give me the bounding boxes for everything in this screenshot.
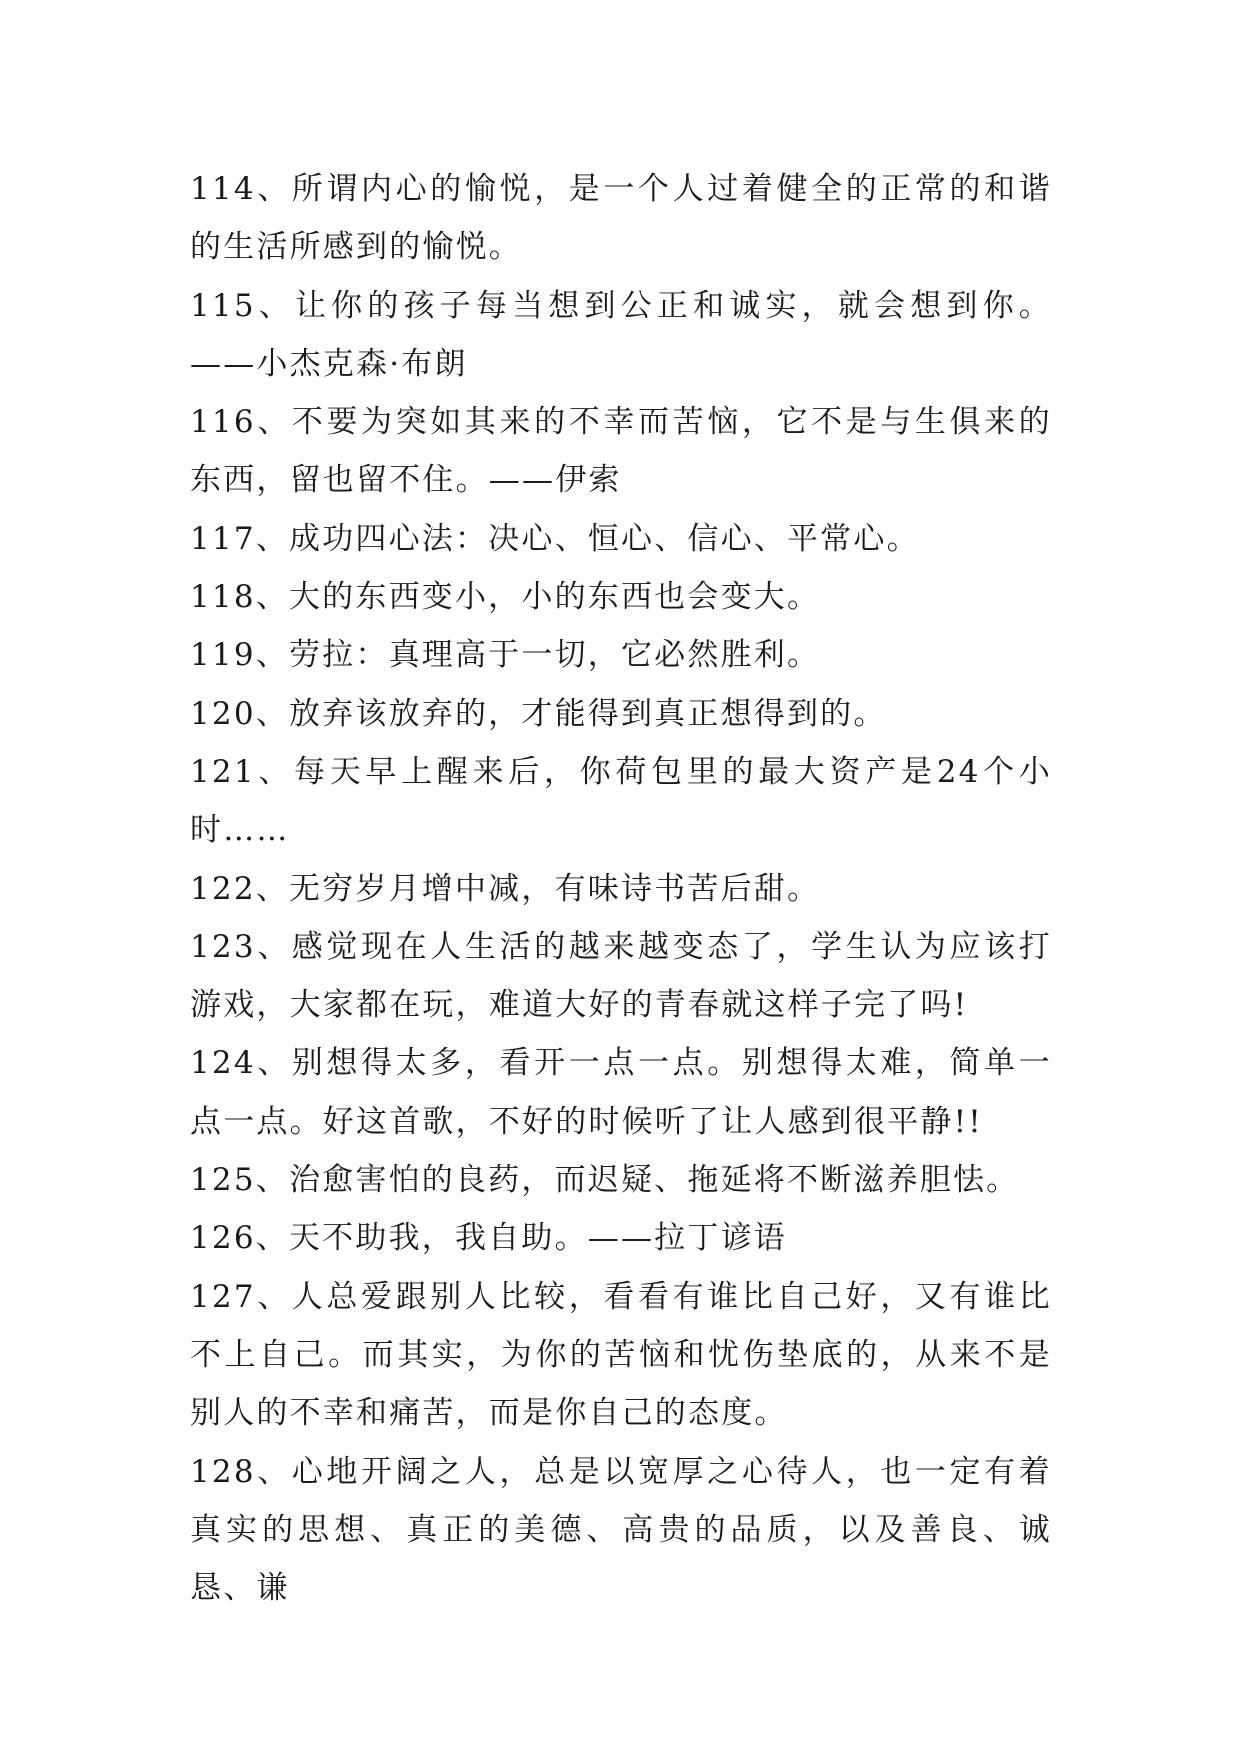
quote-122: 122、无穷岁月增中减，有味诗书苦后甜。: [190, 870, 821, 907]
quote-116: 116、不要为突如其来的不幸而苦恼，它不是与生俱来的东西，留也留不住。——伊索: [190, 404, 1052, 499]
quote-115: 115、让你的孩子每当想到公正和诚实，就会想到你。——小杰克森·布朗: [190, 287, 1052, 382]
quote-124: 124、别想得太多，看开一点一点。别想得太难，简单一点一点。好这首歌，不好的时候听了让人感到很平静!!: [190, 1045, 1052, 1140]
quote-126: 126、天不助我，我自助。——拉丁谚语: [190, 1220, 787, 1257]
quote-120: 120、放弃该放弃的，才能得到真正想得到的。: [190, 695, 887, 732]
quote-list: [190, 160, 1052, 1617]
quote-117: 117、成功四心法：决心、恒心、信心、平常心。: [190, 520, 920, 557]
quote-121: 121、每天早上醒来后，你荷包里的最大资产是24个小时……: [190, 753, 1052, 849]
quote-128: 128、心地开阔之人，总是以宽厚之心待人，也一定有着真实的思想、真正的美德、高贵的品质，以及善良、诚恳、谦: [190, 1453, 1052, 1607]
quote-114: 114、所谓内心的愉悦，是一个人过着健全的正常的和谐的生活所感到的愉悦。: [190, 171, 1052, 266]
quote-125: 125、治愈害怕的良药，而迟疑、拖延将不断滋养胆怯。: [190, 1162, 1020, 1199]
quote-127: 127、人总爱跟别人比较，看看有谁比自己好，又有谁比不上自己。而其实，为你的苦恼和忧伤垫底的，从来不是别人的不幸和痛苦，而是你自己的态度。: [190, 1278, 1052, 1432]
quote-118: 118、大的东西变小，小的东西也会变大。: [190, 579, 821, 616]
quote-123: 123、感觉现在人生活的越来越变态了，学生认为应该打游戏，大家都在玩，难道大好的青春就这样子完了吗!: [190, 928, 1052, 1024]
quote-119: 119、劳拉：真理高于一切，它必然胜利。: [190, 637, 821, 674]
